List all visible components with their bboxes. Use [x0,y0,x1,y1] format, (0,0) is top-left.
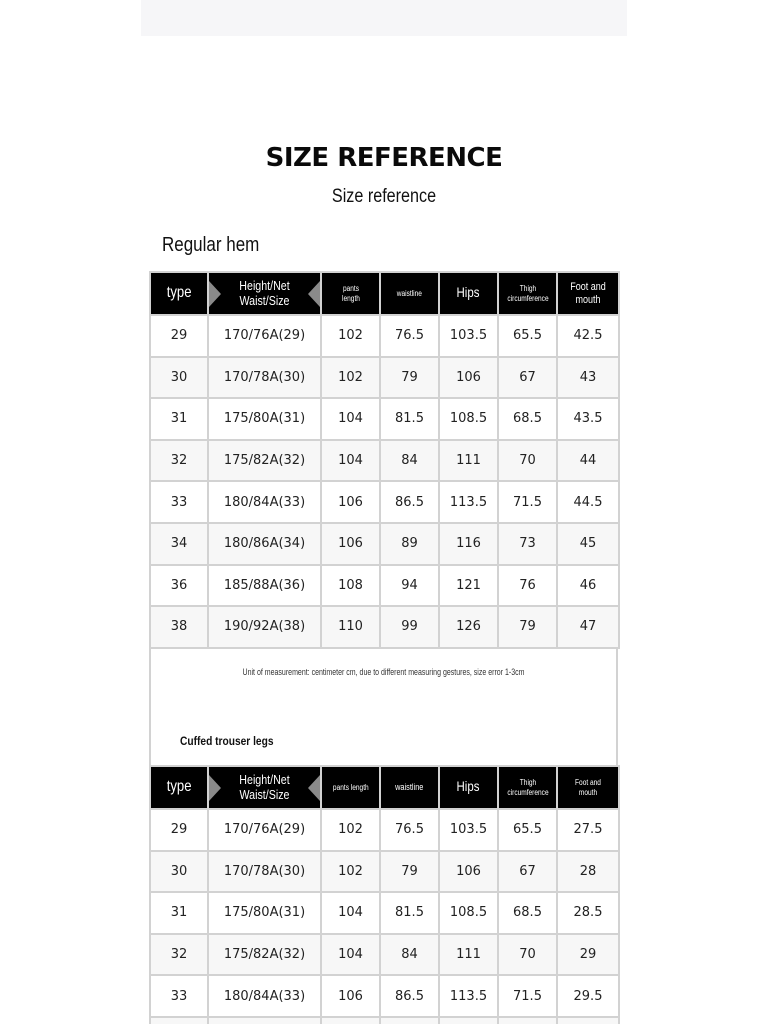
page-subtitle: Size reference [331,186,437,207]
cell-hips: 111 [439,934,498,976]
cell-type: 30 [150,851,208,893]
table-row [150,440,619,482]
cell-pants-length: 104 [321,892,380,934]
cell-height-waist-size: 190/92A(38) [208,606,321,648]
cell-thigh-circumference: 65.5 [498,315,557,357]
header-thigh-circumference: Thigh circumference [498,766,557,809]
cell-pants-length: 104 [321,934,380,976]
cell-pants-length: 110 [321,606,380,648]
cell-height-waist-size: 180/84A(33) [208,481,321,523]
cell-foot-and-mouth: 44.5 [557,481,619,523]
cell-thigh-circumference: 79 [498,606,557,648]
cell-height-waist-size: 170/76A(29) [208,315,321,357]
cell-waistline: 81.5 [380,398,439,440]
table-row [150,606,619,648]
cell-pants-length: 102 [321,315,380,357]
table-row [150,934,619,976]
header-pants-length: pants length [321,766,380,809]
cell-height-waist-size: 175/82A(32) [208,934,321,976]
cell-type: 32 [150,934,208,976]
table-row [150,315,619,357]
cell-foot-and-mouth: 46 [557,565,619,607]
cell-hips: 113.5 [439,481,498,523]
cell-hips: 106 [439,357,498,399]
cell-type: 33 [150,481,208,523]
cell-thigh-circumference: 70 [498,934,557,976]
cell-type [150,1017,208,1024]
cell-waistline: 86.5 [380,481,439,523]
cell-foot-and-mouth: 28.5 [557,892,619,934]
table-header-row [150,272,619,315]
cell-pants-length: 104 [321,440,380,482]
cell-waistline: 99 [380,606,439,648]
cell-foot-and-mouth: 27.5 [557,809,619,851]
header-height-waist-size: Height/Net Waist/Size [208,272,321,315]
cell-height-waist-size: 170/78A(30) [208,357,321,399]
page-title: SIZE REFERENCE [265,143,503,173]
size-table-regular-hem [149,271,620,649]
cell-hips: 126 [439,606,498,648]
cell-pants-length: 106 [321,975,380,1017]
header-foot-and-mouth: Foot and mouth [557,272,619,315]
header-pants-length: pants length [321,272,380,315]
cell-pants-length: 102 [321,357,380,399]
cell-waistline: 76.5 [380,315,439,357]
cell-waistline: 84 [380,934,439,976]
header-waistline: waistline [380,766,439,809]
cell-thigh-circumference: 67 [498,357,557,399]
cell-thigh-circumference: 73 [498,523,557,565]
cell-type: 29 [150,315,208,357]
top-banner [141,0,627,36]
table-row [150,1017,619,1024]
cell-foot-and-mouth: 28 [557,851,619,893]
cell-hips: 111 [439,440,498,482]
cell-pants-length: 104 [321,398,380,440]
table-row [150,398,619,440]
cell-height-waist-size: 175/80A(31) [208,892,321,934]
size-table-cuffed-trouser-legs [149,765,620,1024]
table-row [150,565,619,607]
cell-thigh-circumference [498,1017,557,1024]
section-label-cuffed-trouser-legs: Cuffed trouser legs [180,734,274,748]
cell-type: 31 [150,398,208,440]
cell-waistline: 86.5 [380,975,439,1017]
table-row [150,892,619,934]
table-row [150,523,619,565]
cell-foot-and-mouth: 29 [557,934,619,976]
header-hips: Hips [439,766,498,809]
cell-pants-length: 102 [321,851,380,893]
cell-height-waist-size [208,1017,321,1024]
cell-height-waist-size: 180/84A(33) [208,975,321,1017]
cell-foot-and-mouth: 45 [557,523,619,565]
cell-waistline: 76.5 [380,809,439,851]
cell-foot-and-mouth: 42.5 [557,315,619,357]
header-thigh-circumference: Thigh circumference [498,272,557,315]
header-type: type [150,766,208,809]
header-hips: Hips [439,272,498,315]
cell-hips: 108.5 [439,892,498,934]
cell-hips: 116 [439,523,498,565]
cell-hips: 113.5 [439,975,498,1017]
cell-type: 32 [150,440,208,482]
cell-foot-and-mouth: 43.5 [557,398,619,440]
cell-height-waist-size: 185/88A(36) [208,565,321,607]
header-waistline: waistline [380,272,439,315]
cell-thigh-circumference: 71.5 [498,975,557,1017]
cell-waistline: 94 [380,565,439,607]
measurement-note: Unit of measurement: centimeter cm, due to different measuring gestures, size error 1-3cm [242,667,525,677]
cell-thigh-circumference: 70 [498,440,557,482]
cell-pants-length: 106 [321,481,380,523]
cell-waistline [380,1017,439,1024]
cell-hips [439,1017,498,1024]
cell-height-waist-size: 170/76A(29) [208,809,321,851]
cell-waistline: 81.5 [380,892,439,934]
cell-thigh-circumference: 68.5 [498,398,557,440]
cell-hips: 106 [439,851,498,893]
cell-height-waist-size: 175/80A(31) [208,398,321,440]
cell-type: 30 [150,357,208,399]
cell-hips: 103.5 [439,315,498,357]
cell-hips: 103.5 [439,809,498,851]
cell-thigh-circumference: 76 [498,565,557,607]
cell-thigh-circumference: 68.5 [498,892,557,934]
cell-pants-length: 108 [321,565,380,607]
cell-foot-and-mouth: 43 [557,357,619,399]
table-row [150,357,619,399]
header-type: type [150,272,208,315]
header-foot-and-mouth: Foot and mouth [557,766,619,809]
cell-height-waist-size: 170/78A(30) [208,851,321,893]
cell-type: 38 [150,606,208,648]
cell-waistline: 79 [380,851,439,893]
section-label-regular-hem: Regular hem [162,234,260,256]
cell-type: 31 [150,892,208,934]
cell-thigh-circumference: 71.5 [498,481,557,523]
cell-foot-and-mouth: 44 [557,440,619,482]
table-row [150,809,619,851]
cell-waistline: 84 [380,440,439,482]
table-row [150,975,619,1017]
cell-type: 29 [150,809,208,851]
table-row [150,851,619,893]
cell-foot-and-mouth: 47 [557,606,619,648]
cell-type: 36 [150,565,208,607]
cell-foot-and-mouth: 29.5 [557,975,619,1017]
cell-pants-length: 106 [321,523,380,565]
cell-hips: 108.5 [439,398,498,440]
header-height-waist-size: Height/Net Waist/Size [208,766,321,809]
cell-waistline: 79 [380,357,439,399]
cell-waistline: 89 [380,523,439,565]
cell-type: 33 [150,975,208,1017]
cell-foot-and-mouth [557,1017,619,1024]
table-header-row [150,766,619,809]
cell-height-waist-size: 175/82A(32) [208,440,321,482]
cell-thigh-circumference: 65.5 [498,809,557,851]
cell-height-waist-size: 180/86A(34) [208,523,321,565]
cell-pants-length: 102 [321,809,380,851]
cell-type: 34 [150,523,208,565]
cell-pants-length [321,1017,380,1024]
cell-hips: 121 [439,565,498,607]
table-row [150,481,619,523]
cell-thigh-circumference: 67 [498,851,557,893]
